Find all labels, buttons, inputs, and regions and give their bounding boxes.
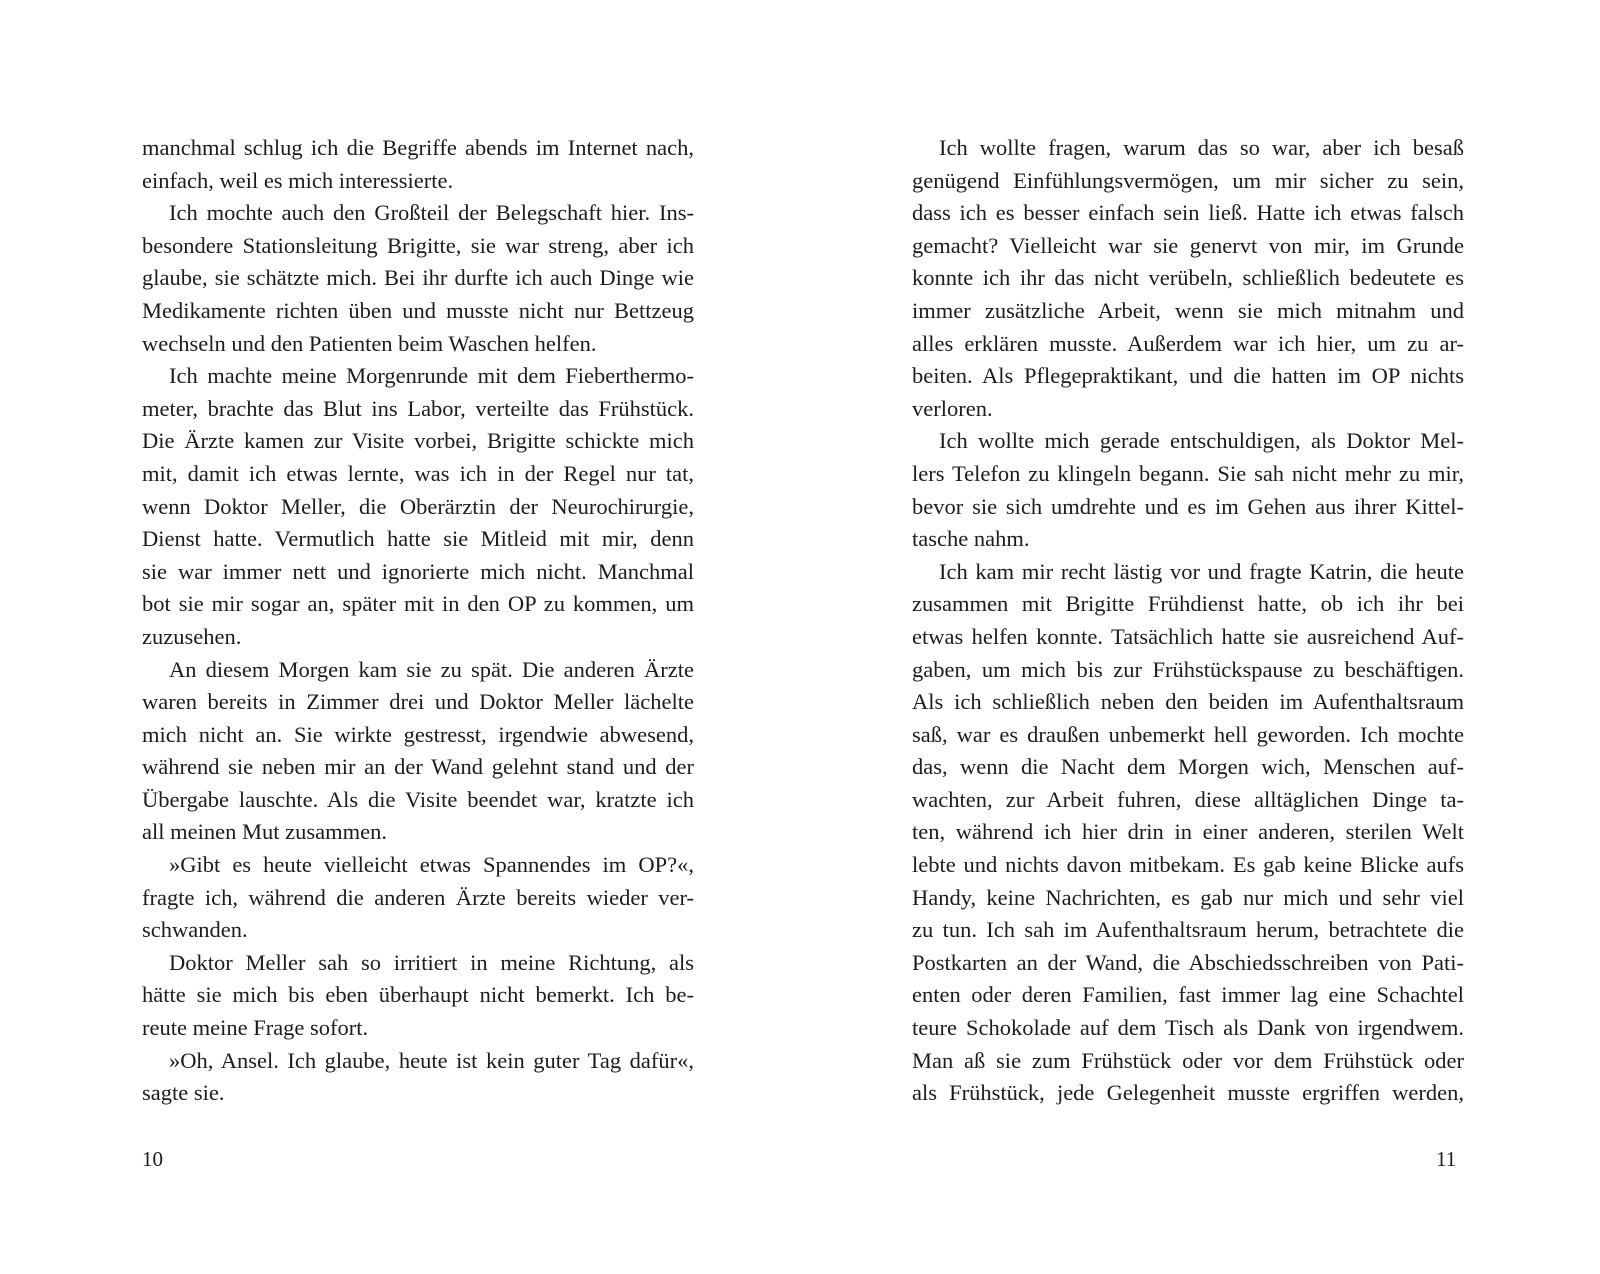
text-line: wechseln und den Patienten beim Waschen helfen. xyxy=(142,330,597,356)
text-line: Als ich schließlich neben den beiden im Aufenthaltsraum xyxy=(912,689,1464,715)
text-line: reute meine Frage sofort. xyxy=(142,1015,369,1041)
text-line: schwanden. xyxy=(142,917,248,943)
text-line: Ich mochte auch den Großteil der Belegschaft hier. Ins- xyxy=(169,200,694,226)
text-line: fragte ich, während die anderen Ärzte bereits wieder ver- xyxy=(142,884,694,910)
text-line: sagte sie. xyxy=(142,1080,225,1106)
text-line: gemacht? Vielleicht war sie genervt von mir, im Grunde xyxy=(912,232,1464,258)
text-line: einfach, weil es mich interessierte. xyxy=(142,167,454,193)
text-line: lebte und nichts davon mitbekam. Es gab keine Blicke aufs xyxy=(912,852,1464,878)
text-line: An diesem Morgen kam sie zu spät. Die anderen Ärzte xyxy=(169,656,694,682)
text-line: zusammen mit Brigitte Frühdienst hatte, ob ich ihr bei xyxy=(912,591,1464,617)
text-line: meter, brachte das Blut ins Labor, verteilte das Frühstück. xyxy=(142,395,694,421)
text-line: Man aß sie zum Frühstück oder vor dem Frühstück oder xyxy=(912,1047,1464,1073)
text-line: bot sie mir sogar an, später mit in den OP zu kommen, um xyxy=(142,591,694,617)
text-line: tasche nahm. xyxy=(912,526,1030,552)
text-line: Ich kam mir recht lästig vor und fragte Katrin, die heute xyxy=(939,558,1464,584)
text-line: lers Telefon zu klingeln begann. Sie sah nicht mehr zu mir, xyxy=(912,460,1464,486)
text-line: hätte sie mich bis eben überhaupt nicht bemerkt. Ich be- xyxy=(142,982,694,1008)
text-line: saß, war es draußen unbemerkt hell geworden. Ich mochte xyxy=(912,721,1464,747)
text-line: bevor sie sich umdrehte und es im Gehen aus ihrer Kittel- xyxy=(912,493,1464,519)
text-line: beiten. Als Pflegepraktikant, und die hatten im OP nichts xyxy=(912,363,1464,389)
text-line: Postkarten an der Wand, die Abschiedsschreiben von Pati- xyxy=(912,949,1464,975)
right-page-text xyxy=(912,132,1464,1110)
text-line: immer zusätzliche Arbeit, wenn sie mich mitnahm und xyxy=(912,297,1464,323)
text-line: glaube, sie schätzte mich. Bei ihr durfte ich auch Dinge wie xyxy=(142,265,694,291)
text-line: genügend Einfühlungsvermögen, um mir sicher zu sein, xyxy=(912,167,1464,193)
text-line: waren bereits in Zimmer drei und Doktor Meller lächelte xyxy=(142,689,694,715)
text-line: teure Schokolade auf dem Tisch als Dank von irgendwem. xyxy=(912,1015,1464,1041)
text-line: mich nicht an. Sie wirkte gestresst, irgendwie abwesend, xyxy=(142,721,694,747)
text-line: Handy, keine Nachrichten, es gab nur mich und sehr viel xyxy=(912,884,1464,910)
text-line: zuzusehen. xyxy=(142,623,242,649)
text-line: das, wenn die Nacht dem Morgen wich, Menschen auf- xyxy=(912,754,1464,780)
text-line: enten oder deren Familien, fast immer lag eine Schachtel xyxy=(912,982,1464,1008)
text-line: ten, während ich hier drin in einer anderen, sterilen Welt xyxy=(912,819,1464,845)
page-number-right: 11 xyxy=(1436,1147,1457,1171)
text-line: als Frühstück, jede Gelegenheit musste ergriffen werden, xyxy=(912,1080,1464,1106)
text-line: zu tun. Ich sah im Aufenthaltsraum herum, betrachtete die xyxy=(912,917,1464,943)
text-line: während sie neben mir an der Wand gelehnt stand und der xyxy=(142,754,694,780)
text-line: mit, damit ich etwas lernte, was ich in der Regel nur tat, xyxy=(142,460,694,486)
text-line: manchmal schlug ich die Begriffe abends im Internet nach, xyxy=(142,135,694,160)
text-line: dass ich es besser einfach sein ließ. Hatte ich etwas falsch xyxy=(912,200,1464,226)
text-line: Ich wollte fragen, warum das so war, aber ich besaß xyxy=(939,135,1464,160)
text-line: wenn Doktor Meller, die Oberärztin der Neurochirurgie, xyxy=(142,493,694,519)
left-page-text xyxy=(142,132,694,1110)
text-line: Dienst hatte. Vermutlich hatte sie Mitleid mit mir, denn xyxy=(142,526,694,552)
text-line: Ich machte meine Morgenrunde mit dem Fieberthermo- xyxy=(169,363,694,389)
text-line: konnte ich ihr das nicht verübeln, schließlich bedeutete es xyxy=(912,265,1464,291)
text-line: Die Ärzte kamen zur Visite vorbei, Brigitte schickte mich xyxy=(142,428,694,454)
text-line: besondere Stationsleitung Brigitte, sie war streng, aber ich xyxy=(142,232,694,258)
text-line: verloren. xyxy=(912,395,993,421)
page-number-left: 10 xyxy=(142,1147,163,1171)
text-line: Übergabe lauschte. Als die Visite beendet war, kratzte ich xyxy=(142,786,694,812)
text-line: all meinen Mut zusammen. xyxy=(142,819,387,845)
text-line: gaben, um mich bis zur Frühstückspause zu beschäftigen. xyxy=(912,656,1464,682)
text-line: alles erklären musste. Außerdem war ich hier, um zu ar- xyxy=(912,330,1464,356)
text-line: »Gibt es heute vielleicht etwas Spannendes im OP?«, xyxy=(169,852,694,878)
text-line: Medikamente richten üben und musste nicht nur Bettzeug xyxy=(142,297,694,323)
text-line: sie war immer nett und ignorierte mich nicht. Manchmal xyxy=(142,558,694,584)
text-line: etwas helfen konnte. Tatsächlich hatte sie ausreichend Auf- xyxy=(912,623,1464,649)
text-line: »Oh, Ansel. Ich glaube, heute ist kein guter Tag dafür«, xyxy=(169,1047,694,1073)
text-line: Doktor Meller sah so irritiert in meine Richtung, als xyxy=(169,949,694,975)
text-line: wachten, zur Arbeit fuhren, diese alltäglichen Dinge ta- xyxy=(912,786,1464,812)
text-line: Ich wollte mich gerade entschuldigen, als Doktor Mel- xyxy=(939,428,1464,454)
